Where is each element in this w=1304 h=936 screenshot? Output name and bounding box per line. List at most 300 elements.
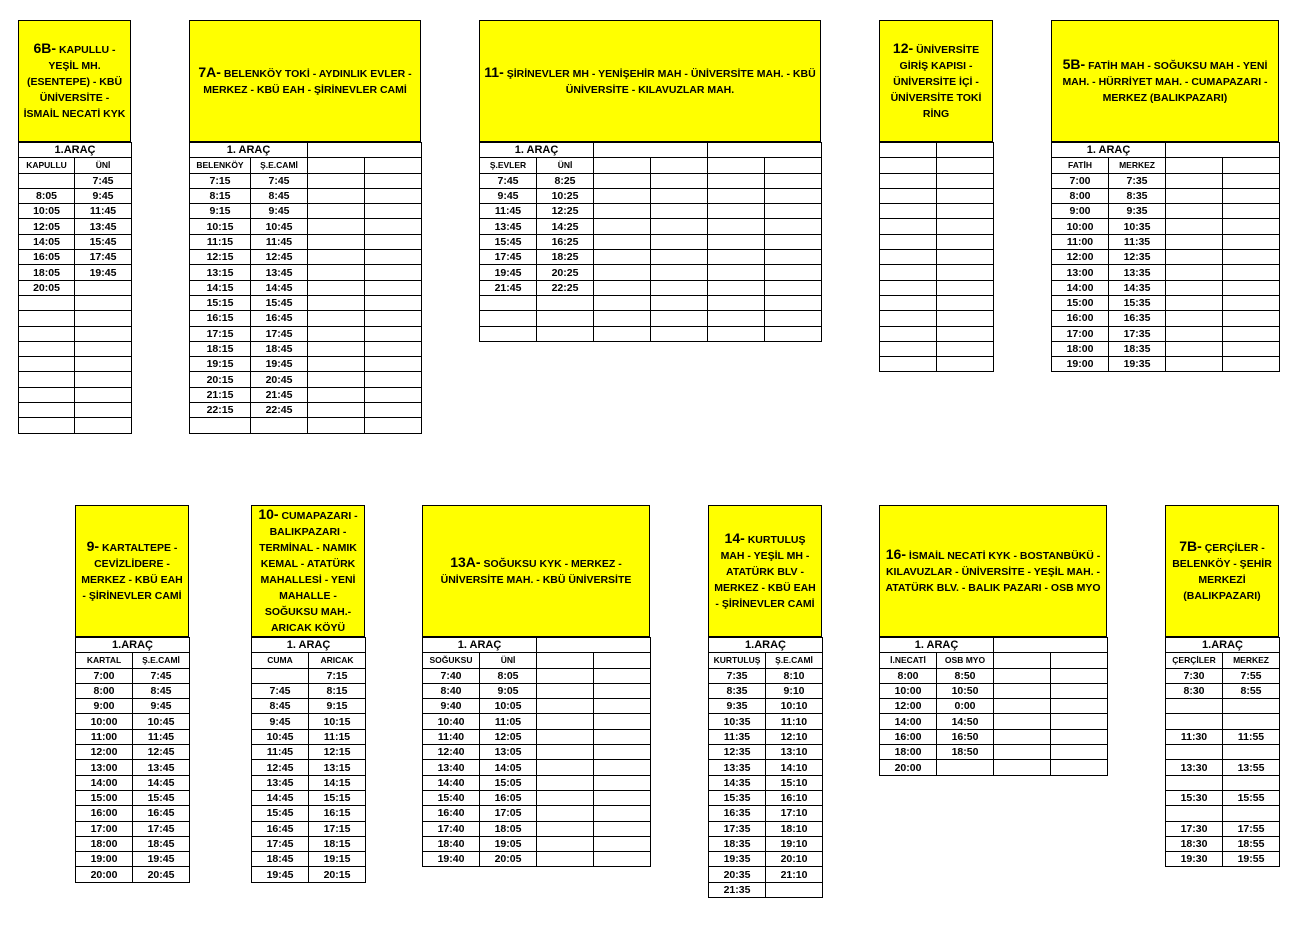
departure-time	[651, 295, 708, 310]
stop-header: Ş.E.CAMİ	[766, 653, 823, 668]
departure-time	[937, 311, 994, 326]
table-row	[709, 668, 823, 683]
departure-time: 17:05	[480, 806, 537, 821]
departure-time	[765, 204, 822, 219]
route-header	[251, 505, 365, 637]
departure-time: 17:45	[252, 836, 309, 851]
departure-time	[765, 326, 822, 341]
departure-time: 9:35	[1109, 204, 1166, 219]
departure-time: 11:45	[75, 204, 132, 219]
table-row	[252, 852, 366, 867]
departure-time	[937, 188, 994, 203]
departure-time	[594, 699, 651, 714]
departure-time: 17:45	[480, 250, 537, 265]
table-row	[19, 173, 132, 188]
departure-time	[537, 295, 594, 310]
table-row	[76, 775, 190, 790]
departure-time: 15:05	[480, 775, 537, 790]
departure-time	[594, 204, 651, 219]
table-row	[252, 790, 366, 805]
departure-time: 8:45	[252, 699, 309, 714]
departure-time: 8:15	[309, 683, 366, 698]
departure-time	[75, 295, 132, 310]
departure-time: 14:10	[766, 760, 823, 775]
departure-time: 15:45	[75, 234, 132, 249]
route-header	[1165, 505, 1279, 637]
stop-header: BELENKÖY	[190, 158, 251, 173]
departure-time	[190, 418, 251, 433]
table-row	[190, 204, 422, 219]
timetable	[479, 142, 822, 342]
departure-time	[537, 790, 594, 805]
departure-time	[594, 295, 651, 310]
departure-time	[1166, 357, 1223, 372]
departure-time	[937, 280, 994, 295]
stop-header: İ.NECATİ	[880, 653, 937, 668]
column-header-row	[423, 653, 651, 668]
departure-time: 17:55	[1223, 821, 1280, 836]
departure-time: 7:45	[251, 173, 308, 188]
departure-time: 20:25	[537, 265, 594, 280]
departure-time	[365, 403, 422, 418]
departure-time	[1223, 326, 1280, 341]
table-row	[480, 173, 822, 188]
stop-header	[365, 158, 422, 173]
departure-time: 20:15	[309, 867, 366, 882]
table-row	[423, 836, 651, 851]
stop-header: Ş.EVLER	[480, 158, 537, 173]
vehicle-row	[252, 638, 366, 653]
departure-time	[937, 265, 994, 280]
departure-time	[308, 326, 365, 341]
table-row	[480, 204, 822, 219]
route-description: BELENKÖY TOKİ - AYDINLIK EVLER - MERKEZ - KBÜ EAH - ŞİRİNEVLER CAMİ	[203, 68, 412, 96]
departure-time: 7:45	[480, 173, 537, 188]
vehicle-row	[76, 638, 190, 653]
departure-time: 20:45	[251, 372, 308, 387]
table-row	[252, 745, 366, 760]
table-row	[880, 326, 994, 341]
departure-time	[880, 219, 937, 234]
stop-header: KAPULLU	[19, 158, 75, 173]
departure-time: 14:15	[190, 280, 251, 295]
departure-time: 9:00	[76, 699, 133, 714]
departure-time	[937, 234, 994, 249]
departure-time	[252, 668, 309, 683]
departure-time: 8:50	[937, 668, 994, 683]
departure-time: 13:00	[76, 760, 133, 775]
departure-time: 14:45	[252, 790, 309, 805]
vehicle-row	[880, 638, 1108, 653]
departure-time	[75, 418, 132, 433]
table-row	[1052, 219, 1280, 234]
departure-time: 9:45	[133, 699, 190, 714]
departure-time: 14:00	[880, 714, 937, 729]
departure-time	[765, 188, 822, 203]
departure-time: 15:00	[76, 790, 133, 805]
departure-time	[937, 173, 994, 188]
departure-time: 10:15	[309, 714, 366, 729]
table-row	[880, 714, 1108, 729]
route-code: 6B-	[33, 40, 57, 56]
departure-time	[594, 806, 651, 821]
departure-time	[651, 204, 708, 219]
departure-time: 20:35	[709, 867, 766, 882]
table-row	[252, 699, 366, 714]
departure-time	[937, 219, 994, 234]
departure-time	[708, 326, 765, 341]
departure-time: 19:45	[251, 357, 308, 372]
departure-time: 18:00	[76, 836, 133, 851]
table-row	[1166, 729, 1280, 744]
table-row	[19, 204, 132, 219]
departure-time: 20:15	[190, 372, 251, 387]
departure-time	[651, 188, 708, 203]
stop-header: ARICAK	[309, 653, 366, 668]
departure-time: 7:40	[423, 668, 480, 683]
departure-time	[1051, 745, 1108, 760]
table-row	[76, 806, 190, 821]
departure-time	[19, 387, 75, 402]
departure-time: 18:05	[480, 821, 537, 836]
table-row	[19, 234, 132, 249]
departure-time: 11:05	[480, 714, 537, 729]
departure-time	[880, 173, 937, 188]
departure-time	[365, 341, 422, 356]
stop-header: MERKEZ	[1223, 653, 1280, 668]
departure-time: 13:05	[480, 745, 537, 760]
departure-time: 15:35	[709, 790, 766, 805]
departure-time: 21:10	[766, 867, 823, 882]
departure-time	[651, 234, 708, 249]
departure-time: 10:15	[190, 219, 251, 234]
departure-time: 17:30	[1166, 821, 1223, 836]
table-row	[19, 418, 132, 433]
route-7a-schedule	[189, 20, 421, 434]
departure-time: 17:45	[251, 326, 308, 341]
departure-time	[594, 250, 651, 265]
departure-time	[308, 403, 365, 418]
table-row	[880, 729, 1108, 744]
timetable	[18, 142, 132, 434]
departure-time	[75, 357, 132, 372]
departure-time: 12:15	[309, 745, 366, 760]
departure-time	[75, 387, 132, 402]
table-row	[19, 295, 132, 310]
departure-time	[594, 311, 651, 326]
departure-time	[1166, 250, 1223, 265]
departure-time	[1166, 295, 1223, 310]
departure-time: 19:00	[76, 852, 133, 867]
departure-time	[480, 295, 537, 310]
departure-time: 19:35	[1109, 357, 1166, 372]
departure-time	[708, 219, 765, 234]
table-row	[252, 760, 366, 775]
departure-time	[880, 295, 937, 310]
departure-time	[537, 745, 594, 760]
route-6b-schedule	[18, 20, 131, 434]
departure-time	[19, 341, 75, 356]
departure-time: 17:45	[75, 250, 132, 265]
departure-time: 11:00	[1052, 234, 1109, 249]
vehicle-label: 1.ARAÇ	[76, 638, 190, 653]
table-row	[1052, 280, 1280, 295]
timetable	[879, 637, 1108, 776]
departure-time: 13:45	[251, 265, 308, 280]
departure-time: 19:15	[190, 357, 251, 372]
departure-time: 14:15	[309, 775, 366, 790]
departure-time	[708, 295, 765, 310]
departure-time	[537, 836, 594, 851]
departure-time	[480, 326, 537, 341]
departure-time: 16:15	[190, 311, 251, 326]
departure-time: 7:45	[252, 683, 309, 698]
departure-time: 21:35	[709, 882, 766, 897]
table-row	[19, 250, 132, 265]
departure-time: 16:15	[309, 806, 366, 821]
departure-time: 8:45	[133, 683, 190, 698]
departure-time	[19, 403, 75, 418]
route-code: 13A-	[450, 554, 481, 570]
departure-time	[937, 326, 994, 341]
departure-time	[1223, 173, 1280, 188]
departure-time: 19:00	[1052, 357, 1109, 372]
departure-time: 16:45	[133, 806, 190, 821]
departure-time: 17:40	[423, 821, 480, 836]
departure-time	[594, 234, 651, 249]
table-row	[880, 204, 994, 219]
departure-time	[594, 760, 651, 775]
departure-time: 9:45	[251, 204, 308, 219]
stop-header: Ş.E.CAMİ	[251, 158, 308, 173]
departure-time: 17:00	[1052, 326, 1109, 341]
departure-time	[937, 295, 994, 310]
departure-time: 19:15	[309, 852, 366, 867]
table-row	[709, 760, 823, 775]
departure-time: 13:35	[1109, 265, 1166, 280]
departure-time	[1166, 173, 1223, 188]
stop-header: KURTULUŞ	[709, 653, 766, 668]
table-row	[880, 311, 994, 326]
table-row	[880, 188, 994, 203]
departure-time	[594, 790, 651, 805]
table-row	[423, 760, 651, 775]
departure-time: 8:35	[709, 683, 766, 698]
departure-time	[1166, 280, 1223, 295]
departure-time: 17:00	[76, 821, 133, 836]
departure-time: 11:15	[190, 234, 251, 249]
departure-time: 14:00	[1052, 280, 1109, 295]
column-header-row	[480, 158, 822, 173]
departure-time	[537, 806, 594, 821]
departure-time	[19, 295, 75, 310]
departure-time: 16:25	[537, 234, 594, 249]
empty-cell	[537, 638, 651, 653]
departure-time: 9:40	[423, 699, 480, 714]
table-row	[709, 836, 823, 851]
departure-time: 7:30	[1166, 668, 1223, 683]
departure-time	[365, 219, 422, 234]
table-row	[190, 418, 422, 433]
departure-time: 18:45	[252, 852, 309, 867]
table-row	[1052, 311, 1280, 326]
table-row	[19, 311, 132, 326]
departure-time	[880, 357, 937, 372]
table-row	[480, 295, 822, 310]
departure-time: 18:45	[133, 836, 190, 851]
departure-time: 11:45	[251, 234, 308, 249]
departure-time	[537, 760, 594, 775]
table-row	[1166, 714, 1280, 729]
departure-time: 7:00	[1052, 173, 1109, 188]
departure-time: 14:05	[480, 760, 537, 775]
timetable	[251, 637, 366, 883]
stop-header: FATİH	[1052, 158, 1109, 173]
departure-time: 17:35	[1109, 326, 1166, 341]
departure-time: 9:10	[766, 683, 823, 698]
departure-time: 18:00	[880, 745, 937, 760]
table-row	[19, 280, 132, 295]
stop-header	[1166, 158, 1223, 173]
departure-time: 13:40	[423, 760, 480, 775]
departure-time	[1223, 311, 1280, 326]
departure-time	[365, 265, 422, 280]
departure-time	[594, 188, 651, 203]
departure-time: 12:45	[252, 760, 309, 775]
table-row	[1166, 760, 1280, 775]
departure-time	[1223, 806, 1280, 821]
table-row	[423, 714, 651, 729]
departure-time: 8:45	[251, 188, 308, 203]
departure-time	[594, 729, 651, 744]
departure-time	[708, 265, 765, 280]
table-row	[1052, 326, 1280, 341]
route-code: 7A-	[198, 64, 221, 80]
stop-header	[708, 158, 765, 173]
route-12-schedule	[879, 20, 993, 372]
departure-time: 16:45	[252, 821, 309, 836]
departure-time: 9:15	[190, 204, 251, 219]
departure-time	[1223, 234, 1280, 249]
table-row	[1052, 234, 1280, 249]
table-row	[423, 729, 651, 744]
departure-time	[1051, 683, 1108, 698]
departure-time	[537, 821, 594, 836]
departure-time: 14:05	[19, 234, 75, 249]
departure-time: 19:40	[423, 852, 480, 867]
departure-time	[365, 295, 422, 310]
stop-header	[594, 653, 651, 668]
departure-time	[1223, 295, 1280, 310]
table-row	[76, 867, 190, 882]
departure-time: 10:00	[1052, 219, 1109, 234]
route-9-schedule	[75, 505, 189, 883]
departure-time: 13:45	[252, 775, 309, 790]
departure-time: 7:45	[133, 668, 190, 683]
table-row	[19, 326, 132, 341]
departure-time	[1051, 714, 1108, 729]
departure-time: 9:00	[1052, 204, 1109, 219]
table-row	[190, 341, 422, 356]
departure-time: 13:00	[1052, 265, 1109, 280]
departure-time: 18:35	[1109, 341, 1166, 356]
departure-time	[937, 341, 994, 356]
timetable	[1165, 637, 1280, 867]
departure-time: 12:00	[76, 745, 133, 760]
table-row	[190, 311, 422, 326]
table-row	[480, 311, 822, 326]
departure-time	[537, 311, 594, 326]
departure-time: 19:45	[252, 867, 309, 882]
departure-time: 8:00	[1052, 188, 1109, 203]
departure-time: 10:35	[709, 714, 766, 729]
stop-header: KARTAL	[76, 653, 133, 668]
departure-time: 15:00	[1052, 295, 1109, 310]
departure-time: 14:00	[76, 775, 133, 790]
timetable	[189, 142, 422, 434]
departure-time: 17:35	[709, 821, 766, 836]
route-description: CUMAPAZARI - BALIKPAZARI - TERMİNAL - NAMIK KEMAL - ATATÜRK MAHALLESİ - YENİ MAHALLE - SOĞUKSU MAH.- ARICAK KÖYÜ	[259, 510, 358, 634]
vehicle-label: 1.ARAÇ	[1166, 638, 1280, 653]
departure-time: 18:45	[251, 341, 308, 356]
stop-header: MERKEZ	[1109, 158, 1166, 173]
departure-time: 7:35	[1109, 173, 1166, 188]
route-10-schedule	[251, 505, 365, 883]
table-row	[709, 806, 823, 821]
table-row	[709, 821, 823, 836]
departure-time	[766, 882, 823, 897]
departure-time: 12:25	[537, 204, 594, 219]
departure-time: 8:05	[480, 668, 537, 683]
departure-time	[594, 852, 651, 867]
departure-time: 16:50	[937, 729, 994, 744]
stop-header	[594, 158, 651, 173]
departure-time	[994, 729, 1051, 744]
route-description: KARTALTEPE - CEVİZLİDERE - MERKEZ - KBÜ EAH - ŞİRİNEVLER CAMİ	[81, 542, 183, 602]
departure-time: 19:45	[480, 265, 537, 280]
departure-time: 16:05	[19, 250, 75, 265]
table-row	[1166, 806, 1280, 821]
departure-time: 20:05	[19, 280, 75, 295]
departure-time: 9:05	[480, 683, 537, 698]
vehicle-row	[1166, 638, 1280, 653]
departure-time: 9:45	[480, 188, 537, 203]
table-row	[19, 387, 132, 402]
departure-time: 10:45	[252, 729, 309, 744]
departure-time: 21:15	[190, 387, 251, 402]
vehicle-row	[709, 638, 823, 653]
table-row	[1052, 341, 1280, 356]
departure-time	[480, 311, 537, 326]
departure-time	[594, 326, 651, 341]
departure-time: 15:15	[190, 295, 251, 310]
departure-time	[994, 699, 1051, 714]
table-row	[19, 403, 132, 418]
route-16-schedule	[879, 505, 1107, 776]
departure-time: 21:45	[251, 387, 308, 402]
empty-cell	[594, 143, 708, 158]
departure-time	[251, 418, 308, 433]
table-row	[76, 714, 190, 729]
departure-time	[537, 775, 594, 790]
departure-time	[651, 311, 708, 326]
departure-time	[308, 250, 365, 265]
departure-time: 12:45	[251, 250, 308, 265]
departure-time: 11:40	[423, 729, 480, 744]
table-row	[190, 326, 422, 341]
departure-time	[537, 668, 594, 683]
departure-time: 11:45	[252, 745, 309, 760]
